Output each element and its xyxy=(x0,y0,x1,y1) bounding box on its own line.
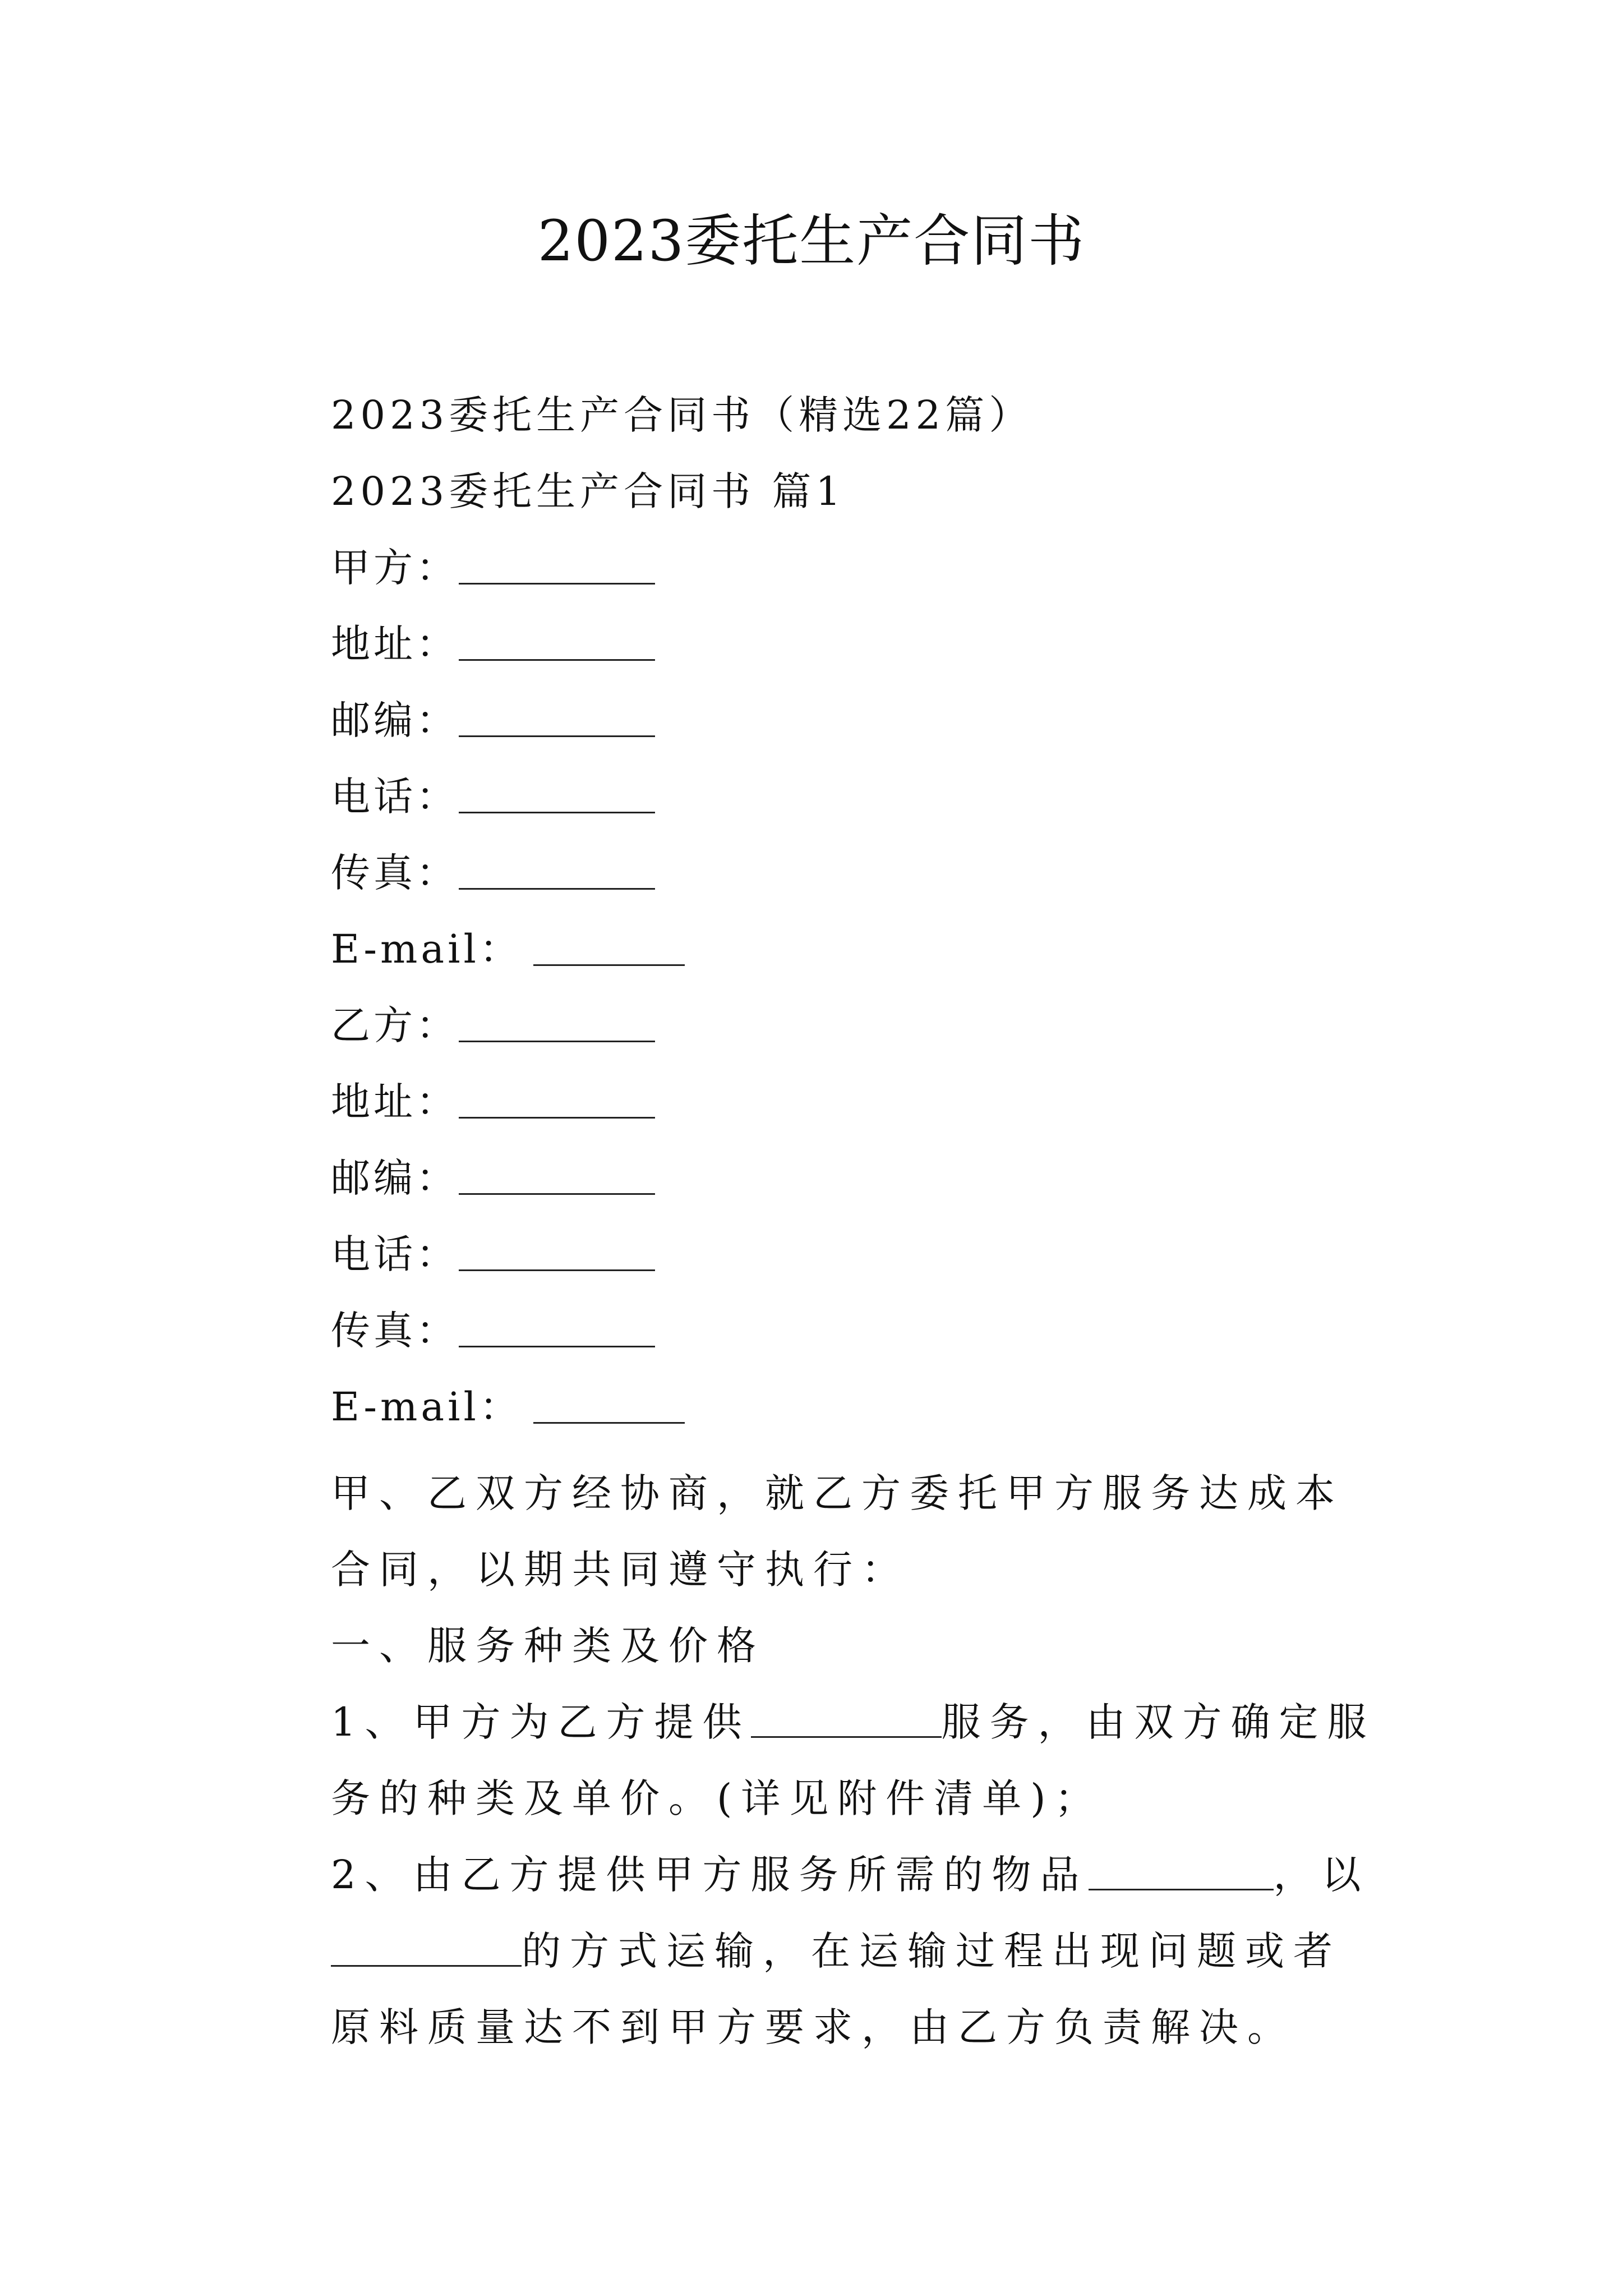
fill-in-blank xyxy=(533,1383,685,1424)
party-a-name-field xyxy=(331,540,655,596)
clause-2-text-after: 的方式运输，在运输过程出现问题或者原料质量达不到甲方要求，由乙方负责解决。 xyxy=(331,1928,1341,2050)
clause-2-text-middle: ，以 xyxy=(1273,1852,1370,1898)
field-label: E-mail： xyxy=(331,926,522,972)
intro-paragraph: 甲、乙双方经协商，就乙方委托甲方服务达成本合同，以期共同遵守执行： xyxy=(331,1470,1344,1593)
clause-heading: 一、服务种类及价格 xyxy=(331,1623,765,1669)
field-label: 甲方： xyxy=(331,545,459,591)
fill-in-blank xyxy=(751,1701,942,1738)
clause-1-paragraph xyxy=(247,1684,1380,1837)
fill-in-blank xyxy=(459,772,655,813)
fill-in-blank xyxy=(459,1230,655,1271)
fill-in-blank xyxy=(459,620,655,661)
party-b-phone-field xyxy=(331,1226,655,1282)
field-label: 传真： xyxy=(331,850,459,896)
party-b-email-field xyxy=(331,1379,685,1435)
party-b-name-field xyxy=(331,997,655,1053)
fill-in-blank xyxy=(459,1154,655,1195)
clause-2-text-before: 2、由乙方提供甲方服务所需的物品 xyxy=(331,1852,1089,1898)
fill-in-blank xyxy=(331,1930,522,1967)
section-heading: 2023委托生产合同书 篇1 xyxy=(331,468,845,514)
fill-in-blank xyxy=(459,849,655,890)
fill-in-blank xyxy=(459,1001,655,1042)
fill-in-blank xyxy=(459,1078,655,1119)
field-label: 地址： xyxy=(331,1079,459,1125)
document-subtitle: 2023委托生产合同书（精选22篇） xyxy=(331,392,1033,438)
field-label: 乙方： xyxy=(331,1002,459,1048)
party-b-postcode-field xyxy=(331,1150,655,1206)
field-label: 电话： xyxy=(331,774,459,820)
fill-in-blank xyxy=(459,544,655,585)
fill-in-blank xyxy=(459,1306,655,1347)
field-label: 传真： xyxy=(331,1308,459,1354)
fill-in-blank xyxy=(459,696,655,737)
clause-1-text-before: 1、甲方为乙方提供 xyxy=(331,1699,751,1745)
clause-1-text-after: 服务，由双方确定服务的种类及单价。(详见附件清单)； xyxy=(331,1699,1376,1821)
fill-in-blank xyxy=(1089,1854,1274,1890)
clause-2-paragraph xyxy=(247,1837,1380,2065)
field-label: 电话： xyxy=(331,1231,459,1277)
party-a-phone-field xyxy=(331,769,655,825)
field-label: 地址： xyxy=(331,621,459,667)
fill-in-blank xyxy=(533,925,685,966)
field-label: 邮编： xyxy=(331,1155,459,1201)
party-b-address-field xyxy=(331,1074,655,1130)
party-a-address-field xyxy=(331,616,655,672)
party-a-fax-field xyxy=(331,845,655,901)
field-label: 邮编： xyxy=(331,697,459,743)
party-a-postcode-field xyxy=(331,692,655,748)
party-b-fax-field xyxy=(331,1303,655,1359)
party-a-email-field xyxy=(331,921,685,977)
document-title: 2023委托生产合同书 xyxy=(537,208,1086,274)
field-label: E-mail： xyxy=(331,1384,522,1430)
